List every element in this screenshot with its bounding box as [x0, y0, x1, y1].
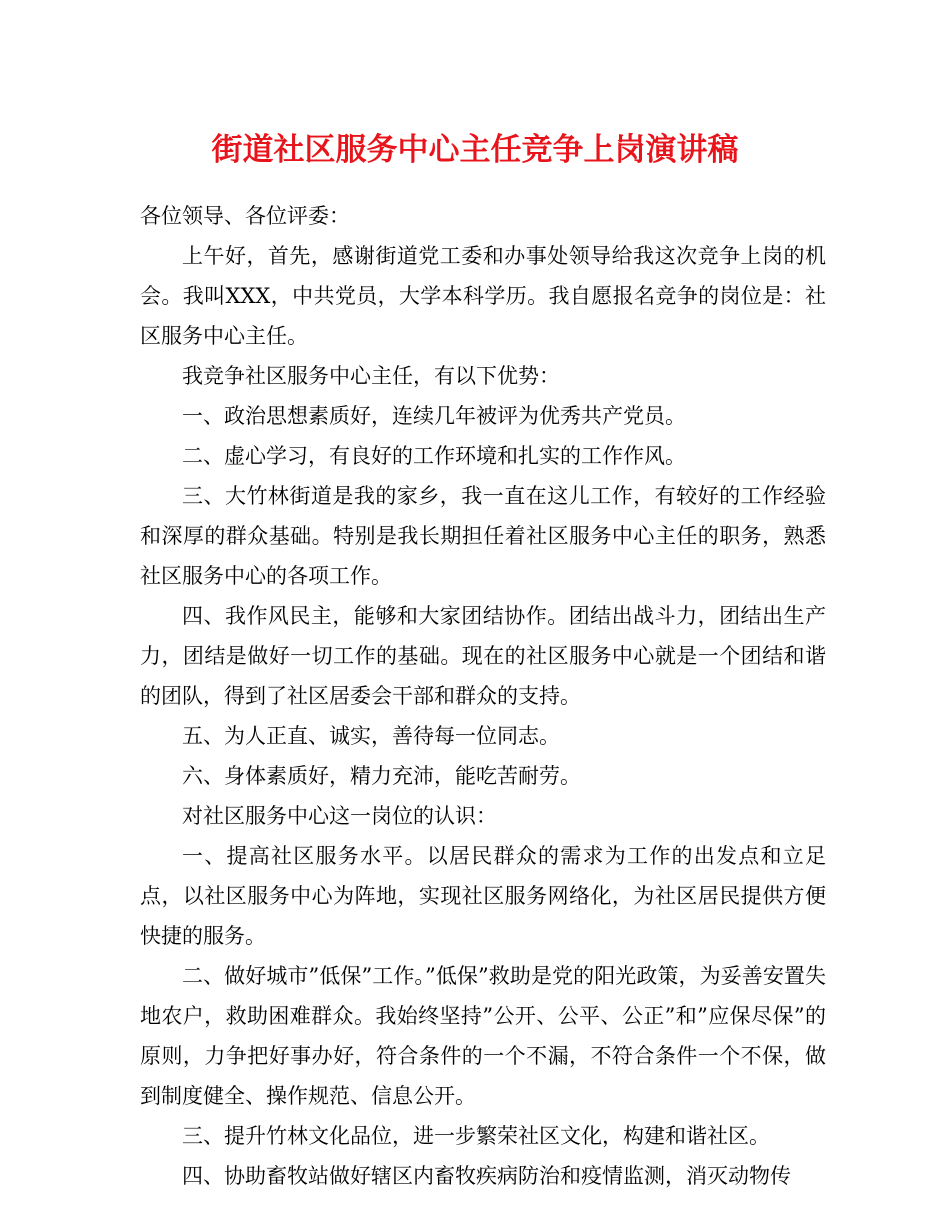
salutation: 各位领导、各位评委： [140, 204, 350, 228]
paragraph: 二、虚心学习，有良好的工作环境和扎实的工作作风。 [182, 444, 686, 468]
paragraph: 二、做好城市”低保”工作。”低保”救助是党的阳光政策，为妥善安置失地农户，救助困难群众。我始终坚持”公开、公平、公正”和”应保尽保”的原则，力争把好事办好，符合条件的一个不漏，不符合条件一个不保，做到制度健全、操作规范、信息公开。 [140, 964, 826, 1108]
paragraph: 六、身体素质好，精力充沛，能吃苦耐劳。 [182, 764, 581, 788]
paragraph: 上午好，首先，感谢街道党工委和办事处领导给我这次竞争上岗的机会。我叫XXX，中共党员，大学本科学历。我自愿报名竞争的岗位是：社区服务中心主任。 [140, 244, 826, 348]
paragraph: 五、为人正直、诚实，善待每一位同志。 [182, 724, 560, 748]
paragraph: 四、我作风民主，能够和大家团结协作。团结出战斗力，团结出生产力，团结是做好一切工作的基础。现在的社区服务中心就是一个团结和谐的团队，得到了社区居委会干部和群众的支持。 [140, 604, 826, 708]
paragraph: 四、协助畜牧站做好辖区内畜牧疾病防治和疫情监测，消灭动物传 [182, 1164, 791, 1188]
paragraph: 一、提高社区服务水平。以居民群众的需求为工作的出发点和立足点，以社区服务中心为阵地，实现社区服务网络化，为社区居民提供方便快捷的服务。 [140, 844, 826, 948]
paragraph: 我竞争社区服务中心主任，有以下优势： [182, 364, 560, 388]
paragraph: 三、提升竹林文化品位，进一步繁荣社区文化，构建和谐社区。 [182, 1124, 770, 1148]
paragraph: 一、政治思想素质好，连续几年被评为优秀共产党员。 [182, 404, 686, 428]
paragraph: 三、大竹林街道是我的家乡，我一直在这儿工作，有较好的工作经验和深厚的群众基础。特别是我长期担任着社区服务中心主任的职务，熟悉社区服务中心的各项工作。 [140, 484, 826, 588]
document-title: 街道社区服务中心主任竞争上岗演讲稿 [211, 132, 739, 168]
paragraph: 对社区服务中心这一岗位的认识： [182, 804, 497, 828]
document-body [140, 196, 826, 1196]
